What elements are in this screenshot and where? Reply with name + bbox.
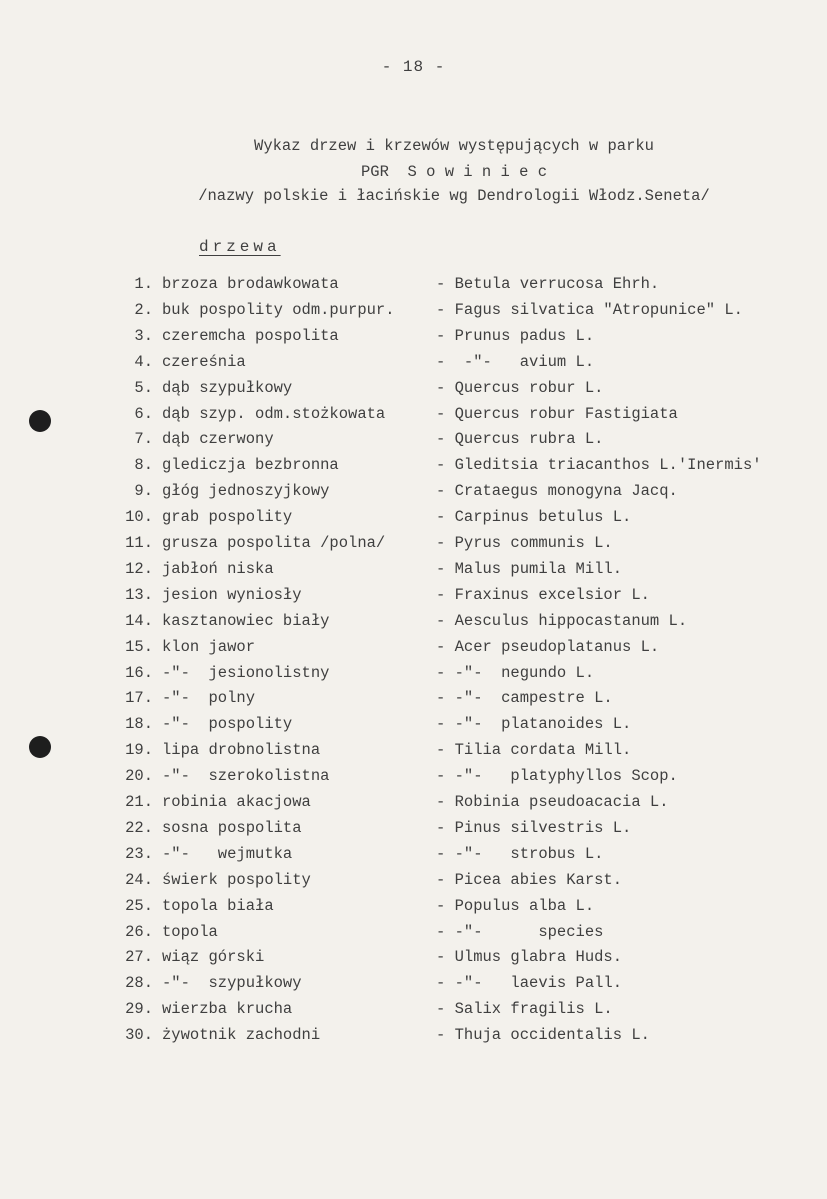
item-number: 17.: [125, 689, 153, 708]
polish-name: -"- szypułkowy: [162, 974, 302, 993]
polish-name: grab pospolity: [162, 508, 293, 527]
item-number: 1.: [134, 275, 153, 293]
latin-name: - Fagus silvatica "Atropunice" L.: [436, 300, 743, 319]
list-item: [0, 378, 827, 404]
polish-name: topola: [162, 922, 218, 941]
polish-name: sosna pospolita: [162, 818, 302, 837]
latin-name: - Quercus robur L.: [436, 378, 604, 397]
polish-name: robinia akacjowa: [162, 793, 311, 811]
list-item: [0, 766, 827, 792]
list-item: [0, 481, 827, 507]
latin-name: - Quercus rubra L.: [436, 430, 604, 449]
list-item: [0, 1025, 827, 1051]
list-item: [0, 611, 827, 637]
item-number: 6.: [134, 404, 153, 423]
polish-name: głóg jednoszyjkowy: [162, 482, 330, 501]
item-number: 21.: [125, 793, 153, 811]
latin-name: - -"- campestre L.: [436, 689, 613, 708]
item-number: 20.: [125, 767, 153, 786]
latin-name: - Betula verrucosa Ehrh.: [436, 275, 660, 293]
latin-name: - Gleditsia triacanthos L.'Inermis': [436, 456, 762, 475]
list-item: [0, 352, 827, 378]
list-item: [0, 404, 827, 430]
polish-name: -"- szerokolistna: [162, 767, 330, 786]
list-item: [0, 533, 827, 559]
list-item: [0, 559, 827, 585]
polish-name: topola biała: [162, 896, 274, 915]
section-heading: drzewa: [199, 238, 281, 256]
item-number: 12.: [125, 559, 153, 578]
title-line-1: Wykaz drzew i krzewów występujących w parku: [254, 137, 654, 155]
polish-name: buk pospolity odm.purpur.: [162, 300, 395, 319]
latin-name: - Pyrus communis L.: [436, 534, 613, 552]
polish-name: czereśnia: [162, 352, 246, 371]
polish-name: klon jawor: [162, 637, 256, 656]
latin-name: - -"- platyphyllos Scop.: [436, 767, 678, 786]
item-number: 3.: [134, 326, 153, 345]
latin-name: - Picea abies Karst.: [436, 870, 623, 889]
item-number: 2.: [134, 300, 153, 319]
list-item: [0, 714, 827, 740]
item-number: 22.: [125, 818, 153, 837]
item-number: 25.: [125, 896, 153, 915]
item-number: 29.: [125, 1000, 153, 1019]
list-item: [0, 792, 827, 818]
item-number: 19.: [125, 741, 153, 760]
item-number: 8.: [134, 456, 153, 475]
polish-name: żywotnik zachodni: [162, 1026, 321, 1045]
item-number: 27.: [125, 948, 153, 967]
list-item: [0, 740, 827, 766]
list-item: [0, 300, 827, 326]
polish-name: wierzba krucha: [162, 1000, 293, 1019]
latin-name: - Tilia cordata Mill.: [436, 741, 632, 760]
list-item: [0, 429, 827, 455]
latin-name: - Ulmus glabra Huds.: [436, 948, 623, 967]
item-number: 18.: [125, 715, 153, 734]
list-item: [0, 870, 827, 896]
latin-name: - -"- species: [436, 922, 604, 941]
latin-name: - Fraxinus excelsior L.: [436, 585, 650, 604]
latin-name: - -"- laevis Pall.: [436, 974, 623, 993]
list-item: [0, 999, 827, 1025]
latin-name: - -"- negundo L.: [436, 663, 595, 682]
list-item: [0, 507, 827, 533]
item-number: 9.: [134, 482, 153, 501]
item-number: 24.: [125, 870, 153, 889]
polish-name: dąb czerwony: [162, 430, 274, 449]
polish-name: -"- jesionolistny: [162, 663, 330, 682]
polish-name: wiąz górski: [162, 948, 265, 967]
item-number: 5.: [134, 378, 153, 397]
latin-name: - Populus alba L.: [436, 896, 595, 915]
list-item: [0, 844, 827, 870]
polish-name: czeremcha pospolita: [162, 326, 339, 345]
list-item: [0, 274, 827, 300]
latin-name: - Aesculus hippocastanum L.: [436, 611, 688, 630]
item-number: 10.: [125, 508, 153, 527]
list-item: [0, 947, 827, 973]
polish-name: dąb szypułkowy: [162, 378, 293, 397]
item-number: 30.: [125, 1026, 153, 1045]
latin-name: - Crataegus monogyna Jacq.: [436, 482, 678, 501]
item-number: 7.: [134, 430, 153, 449]
list-item: [0, 688, 827, 714]
item-number: 13.: [125, 585, 153, 604]
list-item: [0, 585, 827, 611]
latin-name: - Thuja occidentalis L.: [436, 1026, 650, 1045]
polish-name: glediczja bezbronna: [162, 456, 339, 475]
latin-name: - Salix fragilis L.: [436, 1000, 613, 1019]
latin-name: - Prunus padus L.: [436, 326, 595, 345]
list-item: [0, 896, 827, 922]
list-item: [0, 922, 827, 948]
polish-name: świerk pospolity: [162, 870, 311, 889]
polish-name: lipa drobnolistna: [162, 741, 321, 760]
item-number: 28.: [125, 974, 153, 993]
polish-name: grusza pospolita /polna/: [162, 534, 386, 552]
item-number: 16.: [125, 663, 153, 682]
list-item: [0, 663, 827, 689]
item-number: 14.: [125, 611, 153, 630]
polish-name: -"- wejmutka: [162, 844, 293, 863]
list-item: [0, 455, 827, 481]
title-line-3: /nazwy polskie i łacińskie wg Dendrologii Włodz.Seneta/: [198, 187, 710, 205]
item-number: 15.: [125, 637, 153, 656]
list-item: [0, 326, 827, 352]
list-item: [0, 973, 827, 999]
item-number: 11.: [125, 534, 153, 552]
item-number: 23.: [125, 844, 153, 863]
latin-name: - -"- platanoides L.: [436, 715, 632, 734]
item-number: 26.: [125, 922, 153, 941]
latin-name: - Quercus robur Fastigiata: [436, 404, 678, 423]
item-number: 4.: [134, 352, 153, 371]
polish-name: kasztanowiec biały: [162, 611, 330, 630]
latin-name: - Malus pumila Mill.: [436, 559, 623, 578]
latin-name: - Acer pseudoplatanus L.: [436, 637, 660, 656]
latin-name: - Robinia pseudoacacia L.: [436, 793, 669, 811]
page-number: - 18 -: [381, 58, 446, 76]
latin-name: - Carpinus betulus L.: [436, 508, 632, 527]
latin-name: - -"- strobus L.: [436, 844, 604, 863]
list-item: [0, 637, 827, 663]
latin-name: - -"- avium L.: [436, 352, 595, 371]
polish-name: brzoza brodawkowata: [162, 275, 339, 293]
polish-name: -"- polny: [162, 689, 256, 708]
latin-name: - Pinus silvestris L.: [436, 818, 632, 837]
polish-name: -"- pospolity: [162, 715, 293, 734]
polish-name: jabłoń niska: [162, 559, 274, 578]
polish-name: dąb szyp. odm.stożkowata: [162, 404, 386, 423]
list-item: [0, 818, 827, 844]
title-line-2: PGR S o w i n i e c: [360, 163, 548, 181]
polish-name: jesion wyniosły: [162, 585, 302, 604]
